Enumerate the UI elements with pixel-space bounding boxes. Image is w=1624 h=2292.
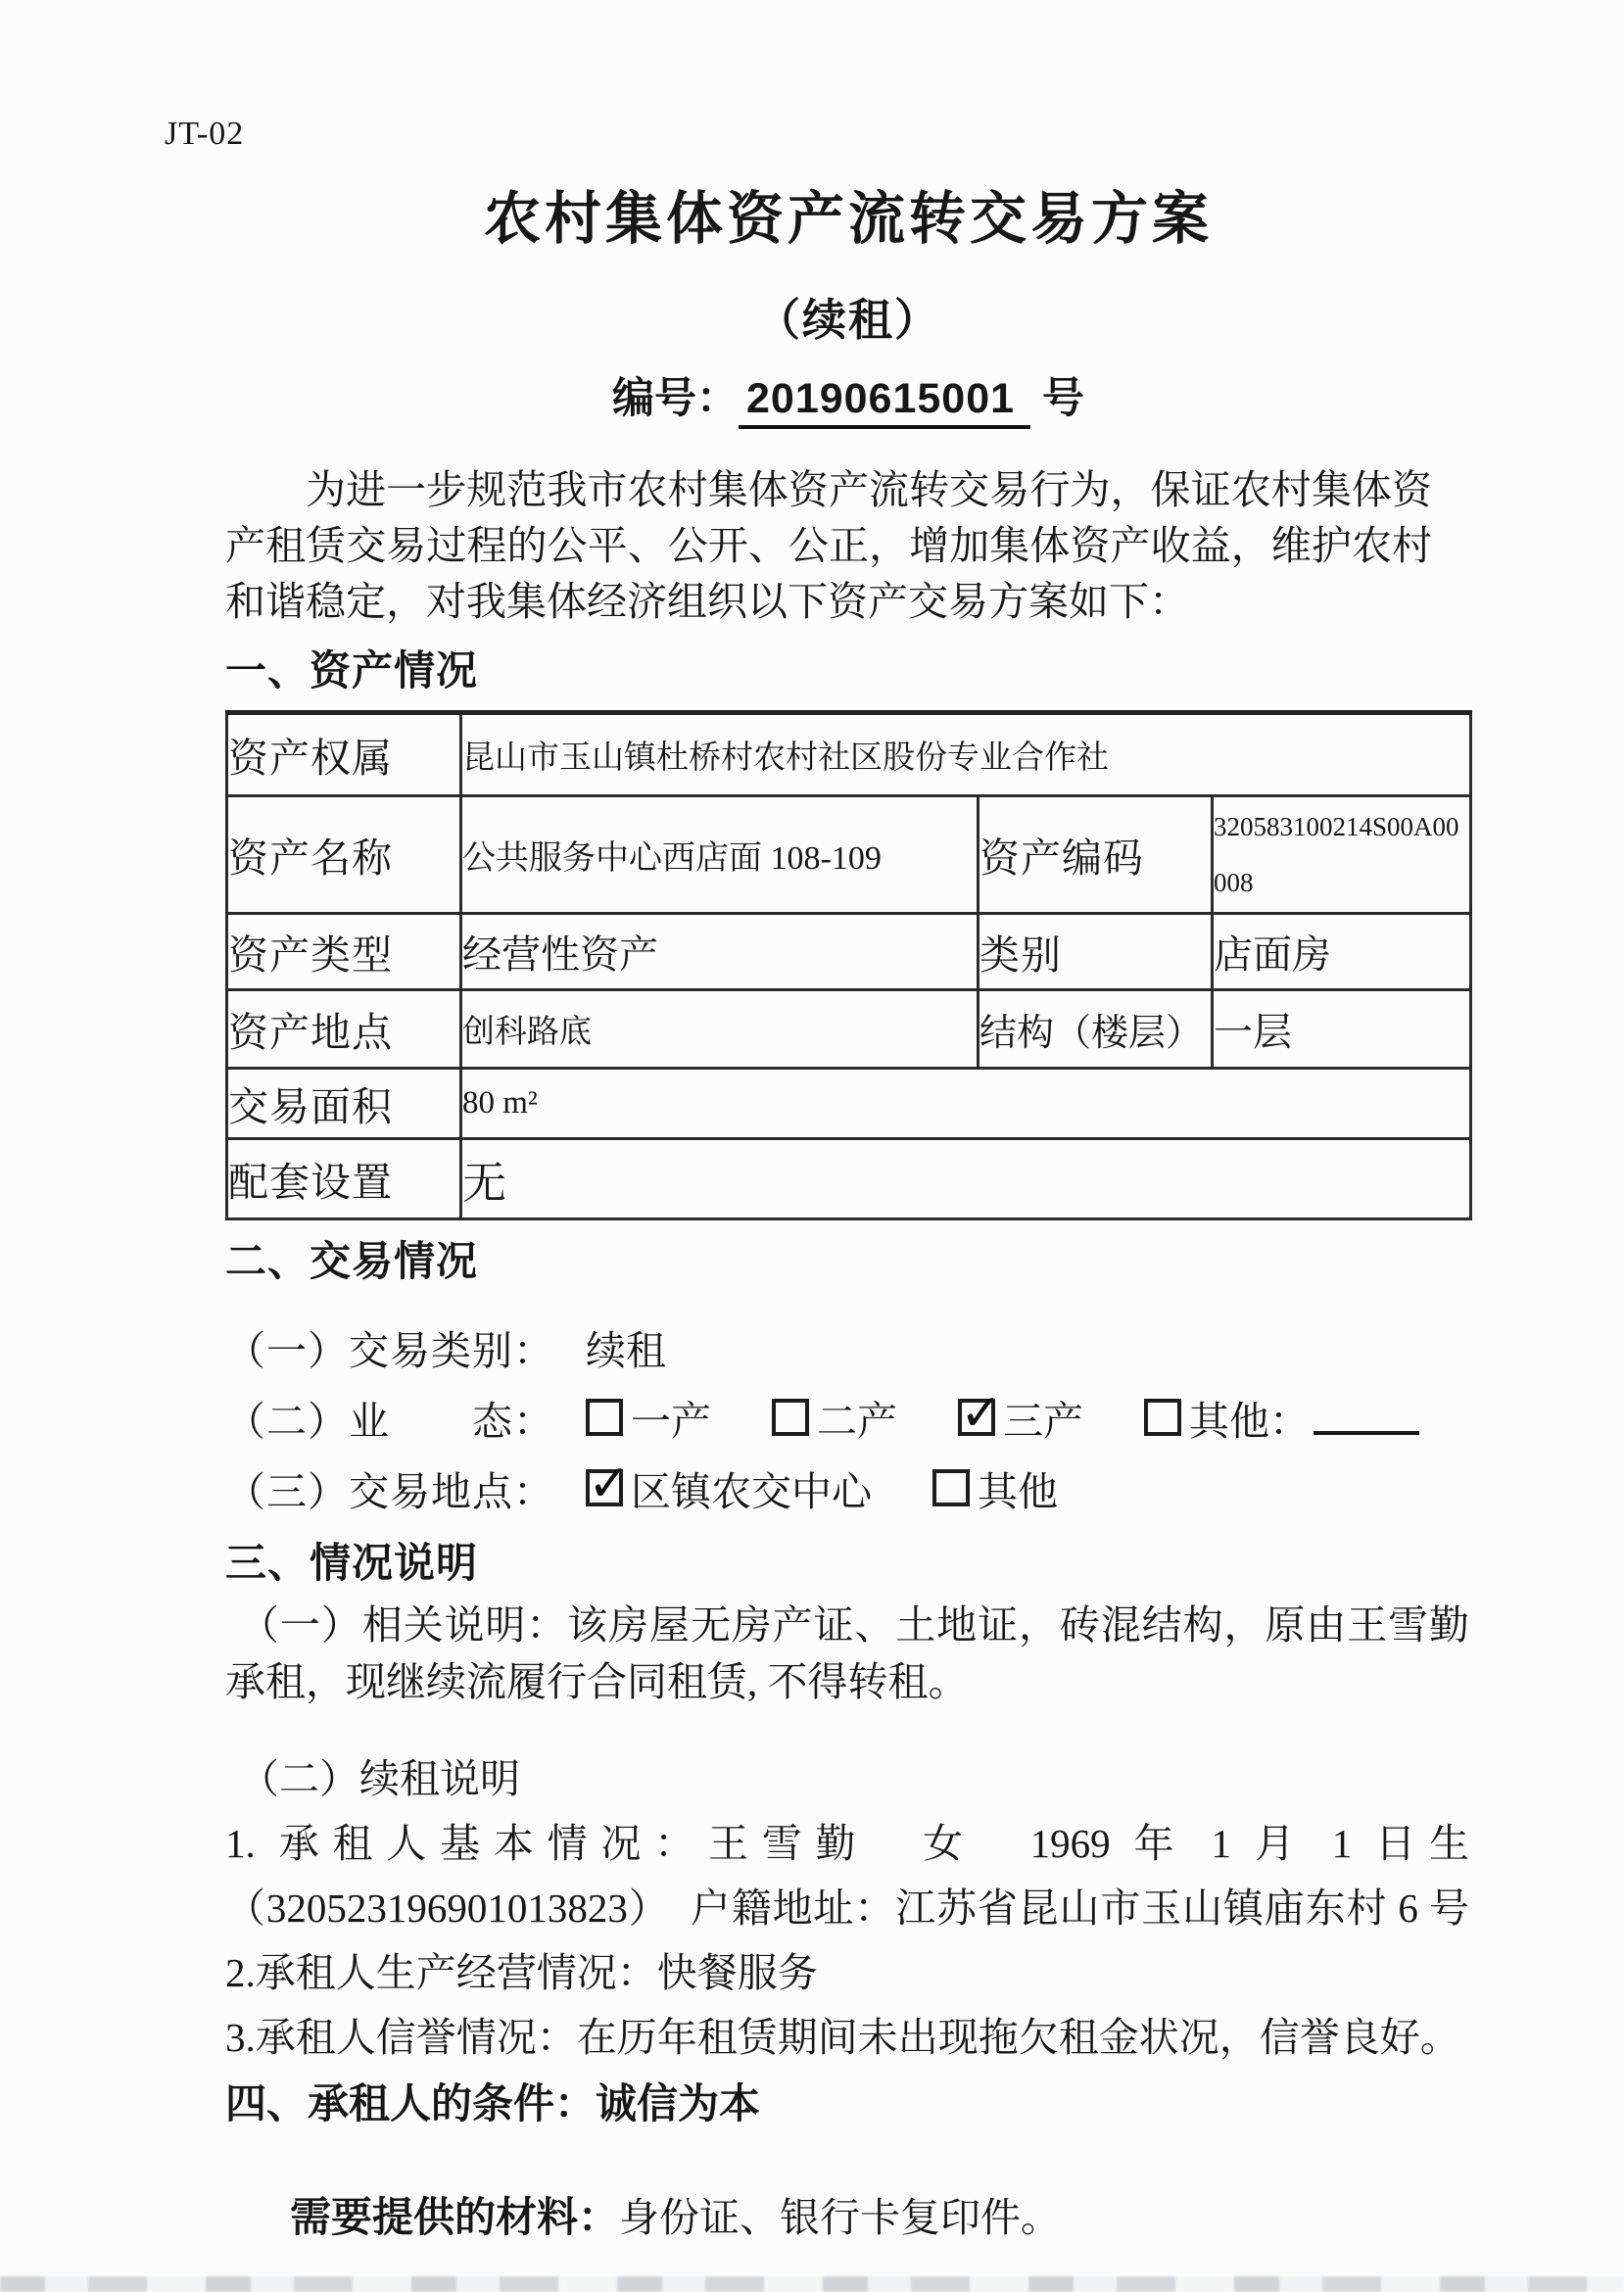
asset-name-label: 资产名称: [227, 796, 461, 914]
table-row: [227, 990, 1471, 1069]
asset-category-value: 店面房: [1213, 914, 1471, 990]
related-note-paragraph: （一）相关说明：该房屋无房产证、土地证，砖混结构，原由王雪勤承租，现继续流履行合同租赁, 不得转租。: [225, 1602, 1469, 1704]
table-row: [227, 914, 1471, 990]
option-label: 其他：: [1189, 1399, 1310, 1444]
venue-option-other: [932, 1469, 1058, 1514]
section-heading-transaction: 二、交易情况: [225, 1238, 479, 1284]
unchecked-checkbox-icon: [772, 1399, 809, 1436]
document-title: 农村集体资产流转交易方案: [483, 187, 1213, 251]
asset-type-value: 经营性资产: [461, 914, 979, 990]
option-label: 二产: [817, 1399, 897, 1444]
asset-facilities-value: 无: [461, 1139, 1471, 1219]
industry-option-primary: [586, 1399, 711, 1444]
venue-line: [225, 1461, 1471, 1522]
asset-location-value: 创科路底: [461, 990, 979, 1069]
asset-code-label: 资产编码: [979, 796, 1213, 914]
asset-type-label: 资产类型: [227, 914, 461, 990]
materials-value: 身份证、银行卡复印件。: [619, 2195, 1062, 2240]
asset-ownership-value: 昆山市玉山镇杜桥村农村社区股份专业合作社: [461, 713, 1471, 796]
lessee-basic-info-line: 1. 承租人基本情况：王雪勤 女 1969 年 1 月 1 日生: [225, 1821, 1469, 1866]
document-subtitle: （续租）: [755, 295, 940, 345]
section-heading-assets: 一、资产情况: [225, 647, 479, 693]
industry-option-tertiary: [958, 1399, 1083, 1444]
asset-category-label: 类别: [979, 914, 1213, 990]
asset-area-label: 交易面积: [227, 1069, 461, 1139]
transaction-type-line: [225, 1320, 1471, 1381]
section-heading-conditions: [225, 2076, 1471, 2132]
venue-label: （三）交易地点：: [225, 1469, 554, 1514]
option-label: 三产: [1003, 1399, 1083, 1444]
transaction-type-value: 续租: [586, 1328, 666, 1373]
unchecked-checkbox-icon: [932, 1469, 970, 1506]
asset-structure-label: 结构（楼层）: [979, 990, 1213, 1069]
section-heading-notes: 三、情况说明: [225, 1540, 479, 1586]
option-label: 其他: [978, 1469, 1058, 1514]
unchecked-checkbox-icon: [1144, 1399, 1181, 1436]
materials-label: 需要提供的材料：: [290, 2194, 620, 2240]
asset-structure-value: 一层: [1213, 990, 1471, 1069]
transaction-type-label: （一）交易类别：: [225, 1328, 554, 1373]
blank-underline: [1314, 1398, 1419, 1435]
unchecked-checkbox-icon: [586, 1399, 623, 1436]
scan-artifact-strip: [0, 2276, 1624, 2292]
table-row: [227, 1139, 1471, 1219]
conditions-value: 诚信为本: [596, 2080, 761, 2126]
industry-line: [225, 1391, 1471, 1452]
industry-option-other: [1144, 1399, 1419, 1444]
asset-code-value: 320583100214S00A00008: [1213, 796, 1471, 914]
checked-checkbox-icon: [958, 1399, 995, 1436]
asset-area-value: 80 m²: [461, 1069, 1471, 1139]
document-number-value: 20190615001: [739, 375, 1030, 429]
asset-location-label: 资产地点: [227, 990, 461, 1069]
table-row: [227, 1069, 1471, 1139]
document-number-label: 编号：: [611, 375, 739, 422]
asset-facilities-label: 配套设置: [227, 1139, 461, 1219]
lessee-credit-line: 3.承租人信誉情况：在历年租赁期间未出现拖欠租金状况，信誉良好。: [225, 2015, 1460, 2060]
checked-checkbox-icon: [586, 1469, 623, 1506]
conditions-label: 四、承租人的条件：: [225, 2080, 597, 2126]
table-row: [227, 796, 1471, 914]
industry-label: （二）业 态：: [225, 1399, 554, 1444]
materials-line: [225, 2189, 1471, 2246]
lessee-business-line: 2.承租人生产经营情况：快餐服务: [225, 1950, 818, 1995]
asset-ownership-label: 资产权属: [227, 713, 461, 796]
asset-name-value: 公共服务中心西店面 108-109: [461, 796, 979, 914]
option-label: 一产: [631, 1399, 711, 1444]
intro-paragraph: 为进一步规范我市农村集体资产流转交易行为，保证农村集体资产租赁交易过程的公平、公开、公正，增加集体资产收益，维护农村和谐稳定，对我集体经济组织以下资产交易方案如下：: [225, 467, 1432, 624]
form-code: JT-02: [165, 116, 245, 152]
lessee-id-address-line: （320523196901013823） 户籍地址：江苏省昆山市玉山镇庙东村 6 号: [225, 1886, 1469, 1931]
table-row: [227, 713, 1471, 796]
document-number-line: [225, 365, 1471, 429]
venue-option-center: [586, 1469, 872, 1514]
document-number-suffix: 号: [1042, 375, 1084, 422]
industry-option-secondary: [772, 1399, 897, 1444]
option-label: 区镇农交中心: [631, 1469, 872, 1514]
renewal-note-heading: （二）续租说明: [239, 1756, 520, 1801]
asset-table: [225, 710, 1472, 1220]
